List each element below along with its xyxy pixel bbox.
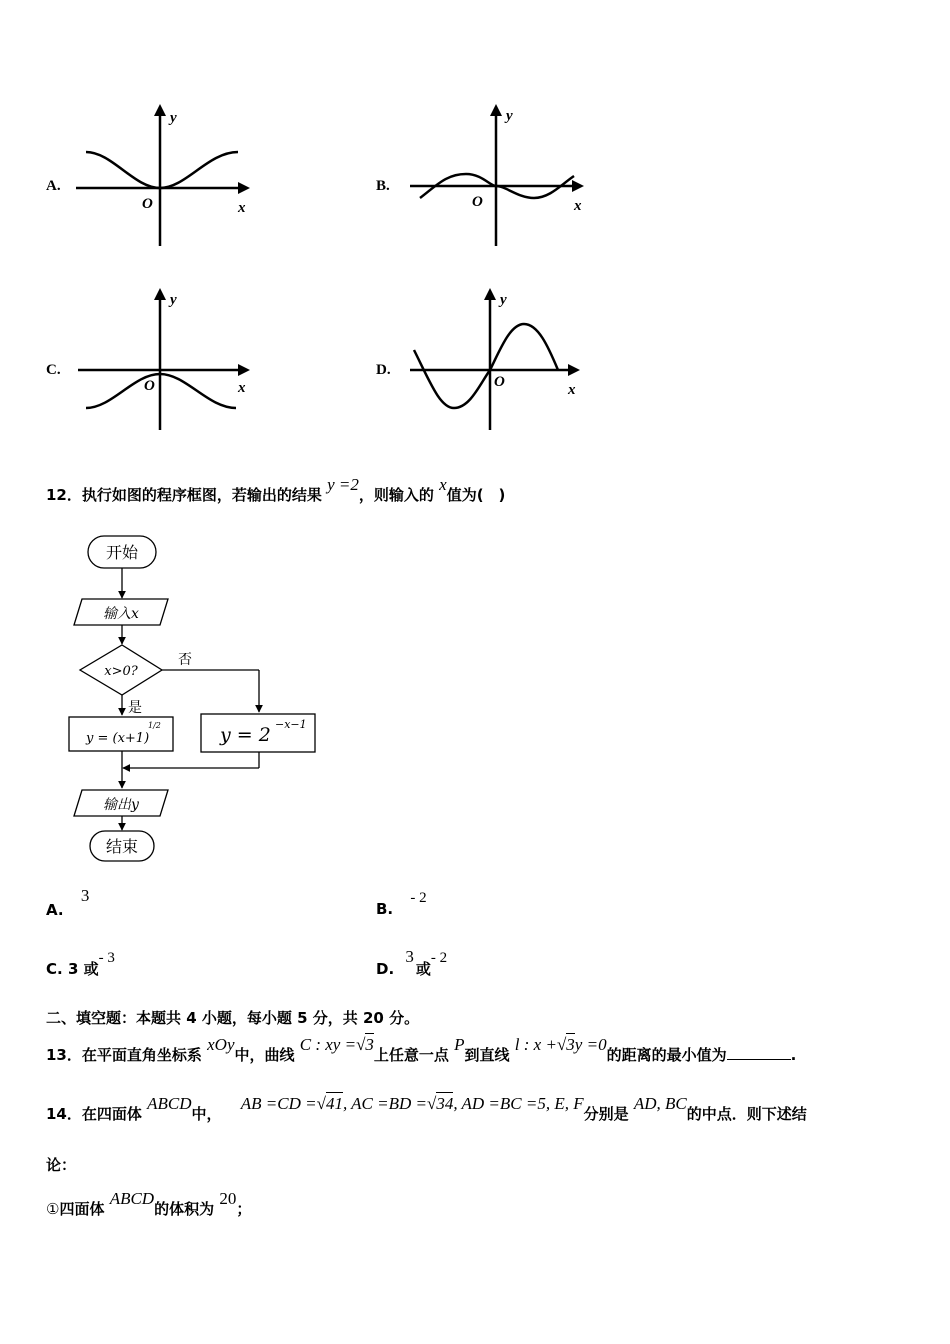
statement-1 (46, 1189, 252, 1219)
answer-option-b (376, 890, 427, 919)
math-expression: x (439, 475, 447, 494)
start-label: 开始 (105, 543, 139, 562)
option-connector: 或 (415, 960, 431, 978)
math-expression: ABCD (147, 1094, 192, 1113)
math-expression: ABCD (109, 1189, 155, 1208)
option-b-label: B. (376, 178, 390, 194)
question-text: ，则输入的 (358, 486, 434, 504)
math-expression: AD, BC (633, 1094, 687, 1113)
question-text: 的距离的最小值为 (606, 1046, 727, 1064)
output-label: 输出y (103, 797, 139, 813)
option-d-label: D. (376, 362, 391, 378)
graph-option-b (406, 100, 596, 254)
statement-text: ； (236, 1200, 252, 1218)
origin-label: O (472, 194, 483, 210)
question-text: 在平面直角坐标系 (81, 1046, 202, 1064)
math-expression: 20 (219, 1189, 237, 1208)
question-text: 在四面体 (81, 1105, 142, 1123)
origin-label: O (142, 196, 153, 212)
axis-x-label: x (568, 382, 576, 398)
no-label: 否 (178, 652, 192, 668)
input-label: 输入x (103, 606, 139, 622)
question-14-continuation: 论： (46, 1156, 77, 1174)
graph-option-c (72, 284, 262, 438)
question-13 (46, 1035, 797, 1065)
math-expression: xOy (207, 1035, 235, 1054)
question-number: 14． (46, 1105, 82, 1123)
question-text: 到直线 (464, 1046, 510, 1064)
math-expression: AB =CD =√41, AC =BD =√34, AD =BC =5, E, F (240, 1094, 584, 1113)
graph-option-d (406, 284, 596, 438)
right-formula: y = 2 (220, 724, 271, 746)
end-label: 结束 (105, 837, 139, 856)
option-label: A. (46, 901, 64, 919)
math-expression: l : x +√3y =0 (514, 1035, 607, 1054)
origin-label: O (144, 378, 155, 394)
condition-label: x>0? (104, 664, 138, 679)
left-exponent: 1/2 (148, 721, 161, 730)
graph-option-a (72, 100, 262, 254)
axis-y-label: y (170, 110, 177, 126)
axis-y-label: y (506, 108, 513, 124)
option-value: - 3 (98, 950, 115, 966)
axis-y-label: y (170, 292, 177, 308)
option-value: 3 (80, 886, 90, 905)
math-expression: y =2 (327, 475, 359, 494)
flowchart (60, 528, 340, 877)
axis-y-label: y (500, 292, 507, 308)
option-label: C. (46, 960, 63, 978)
section-heading: 二、填空题：本题共 4 小题，每小题 5 分，共 20 分。 (46, 1009, 420, 1027)
statement-text: 四面体 (59, 1200, 105, 1218)
question-text: 上任意一点 (373, 1046, 449, 1064)
answer-option-a (46, 886, 90, 920)
question-number: 12． (46, 486, 82, 504)
axis-x-label: x (238, 200, 246, 216)
option-label: D. (376, 960, 395, 978)
answer-option-d (376, 947, 448, 979)
math-expression: C : xy =√3 (299, 1035, 374, 1054)
question-text: 的中点．则下述结 (686, 1105, 807, 1123)
question-text: . (790, 1046, 797, 1064)
option-value: - 2 (410, 890, 427, 906)
left-formula: y = (x+1) (86, 731, 150, 746)
origin-label: O (494, 374, 505, 390)
answer-option-c (46, 950, 115, 979)
option-value: 3 (405, 947, 414, 966)
question-text: 中，曲线 (234, 1046, 295, 1064)
yes-label: 是 (128, 700, 142, 716)
option-value-2: - 2 (430, 950, 448, 966)
option-label: B. (376, 900, 394, 918)
option-a-label: A. (46, 178, 61, 194)
statement-text: 的体积为 (154, 1200, 215, 1218)
question-12 (46, 475, 506, 505)
question-text: 值为( ) (446, 486, 506, 504)
axis-x-label: x (238, 380, 246, 396)
question-number: 13． (46, 1046, 82, 1064)
math-expression: P (454, 1035, 465, 1054)
option-c-label: C. (46, 362, 61, 378)
right-exponent: −x−1 (275, 718, 307, 731)
answer-blank[interactable] (727, 1047, 791, 1060)
axis-x-label: x (574, 198, 582, 214)
question-text: 分别是 (583, 1105, 629, 1123)
question-text: 中， (191, 1105, 222, 1123)
statement-marker: ① (46, 1200, 60, 1218)
option-prefix: 3 或 (67, 960, 99, 978)
question-14 (46, 1094, 807, 1124)
question-text: 执行如图的程序框图，若输出的结果 (81, 486, 322, 504)
